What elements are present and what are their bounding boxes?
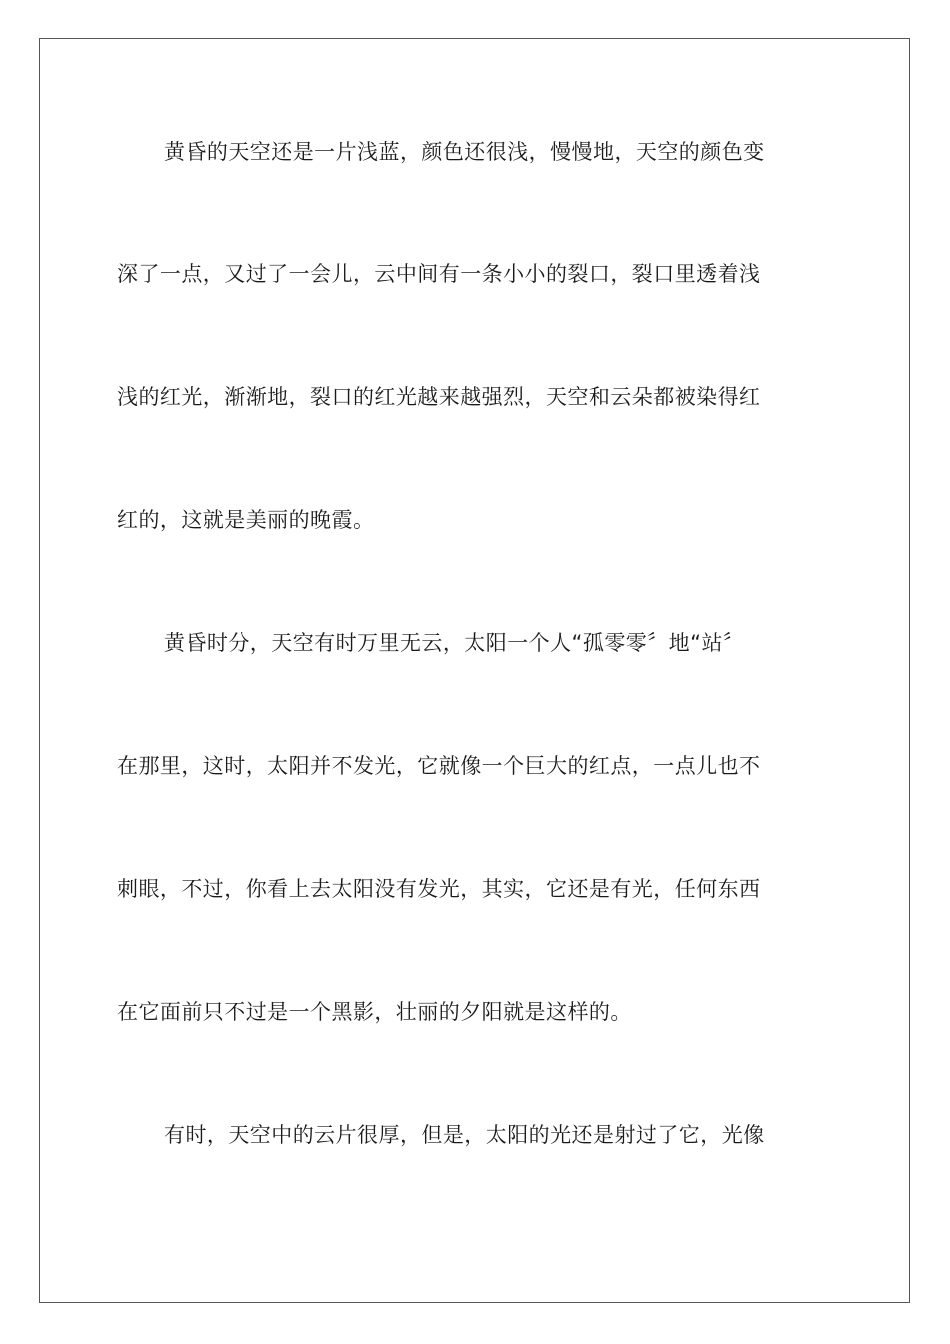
paragraph-2-line-4: 在它面前只不过是一个黑影，壮丽的夕阳就是这样的。 [117,1000,632,1024]
paragraph-1-line-1: 黄昏的天空还是一片浅蓝，颜色还很浅，慢慢地，天空的颜色变 [164,140,765,164]
paragraph-1-line-4: 红的，这就是美丽的晚霞。 [117,508,375,532]
paragraph-2-line-1: 黄昏时分，天空有时万里无云，太阳一个人“孤零零〞地“站〞 [164,631,745,655]
paragraph-1-line-3: 浅的红光，渐渐地，裂口的红光越来越强烈，天空和云朵都被染得红 [117,385,761,409]
paragraph-1-line-2: 深了一点，又过了一会儿，云中间有一条小小的裂口，裂口里透着浅 [117,262,761,286]
page-border [39,38,910,1303]
paragraph-3-line-1: 有时，天空中的云片很厚，但是，太阳的光还是射过了它，光像 [164,1123,765,1147]
paragraph-2-line-3: 刺眼，不过，你看上去太阳没有发光，其实，它还是有光，任何东西 [117,877,761,901]
paragraph-2-line-2: 在那里，这时，太阳并不发光，它就像一个巨大的红点，一点儿也不 [117,754,761,778]
